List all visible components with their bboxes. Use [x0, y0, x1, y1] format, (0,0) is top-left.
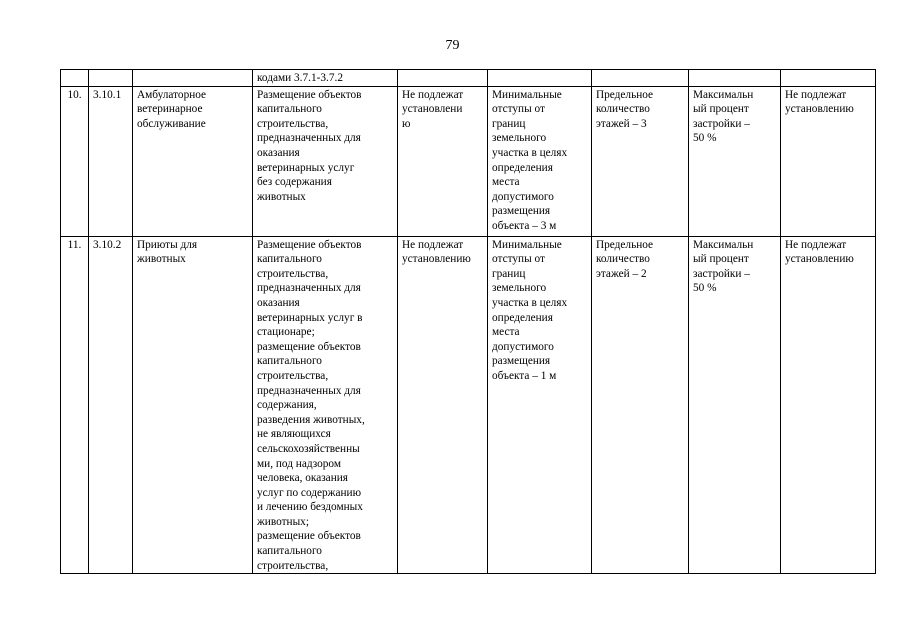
cell-min-area: Не подлежат установлени ю [398, 86, 488, 236]
cell-name: Амбулаторное ветеринарное обслуживание [133, 86, 253, 236]
cell-other: Не подлежат установлению [781, 86, 876, 236]
cell-num: 11. [61, 236, 89, 574]
cell-coverage [689, 70, 781, 87]
cell-floors: Предельное количество этажей – 2 [592, 236, 689, 574]
cell-setbacks [488, 70, 592, 87]
zoning-table [60, 69, 876, 574]
cell-min-area: Не подлежат установлению [398, 236, 488, 574]
cell-setbacks: Минимальные отступы от границ земельного участка в целях определения места допустимого размещения объекта – 3 м [488, 86, 592, 236]
cell-other: Не подлежат установлению [781, 236, 876, 574]
cell-num [61, 70, 89, 87]
continuation-row [61, 70, 876, 87]
cell-floors: Предельное количество этажей – 3 [592, 86, 689, 236]
cell-floors [592, 70, 689, 87]
cell-coverage: Максимальн ый процент застройки – 50 % [689, 236, 781, 574]
cell-code: 3.10.2 [89, 236, 133, 574]
cell-description: Размещение объектов капитального строительства, предназначенных для оказания ветеринарных услуг без содержания животных [253, 86, 398, 236]
table-row [61, 86, 876, 236]
cell-code [89, 70, 133, 87]
cell-num: 10. [61, 86, 89, 236]
cell-min-area [398, 70, 488, 87]
cell-code: 3.10.1 [89, 86, 133, 236]
cell-description: Размещение объектов капитального строительства, предназначенных для оказания ветеринарных услуг в стационаре; размещение объектов капитального строительства, предназначенных для содержания, разведения животных, не являющихся сельскохозяйственны ми, под надзором человека, оказания услуг по содержанию и лечению бездомных животных; размещение объектов капитального строительства, [253, 236, 398, 574]
page-number: 79 [445, 38, 460, 53]
table-row [61, 236, 876, 574]
cell-setbacks: Минимальные отступы от границ земельного участка в целях определения места допустимого размещения объекта – 1 м [488, 236, 592, 574]
cell-name: Приюты для животных [133, 236, 253, 574]
cell-name [133, 70, 253, 87]
cell-other [781, 70, 876, 87]
cell-coverage: Максимальн ый процент застройки – 50 % [689, 86, 781, 236]
cell-description: кодами 3.7.1-3.7.2 [253, 70, 398, 87]
